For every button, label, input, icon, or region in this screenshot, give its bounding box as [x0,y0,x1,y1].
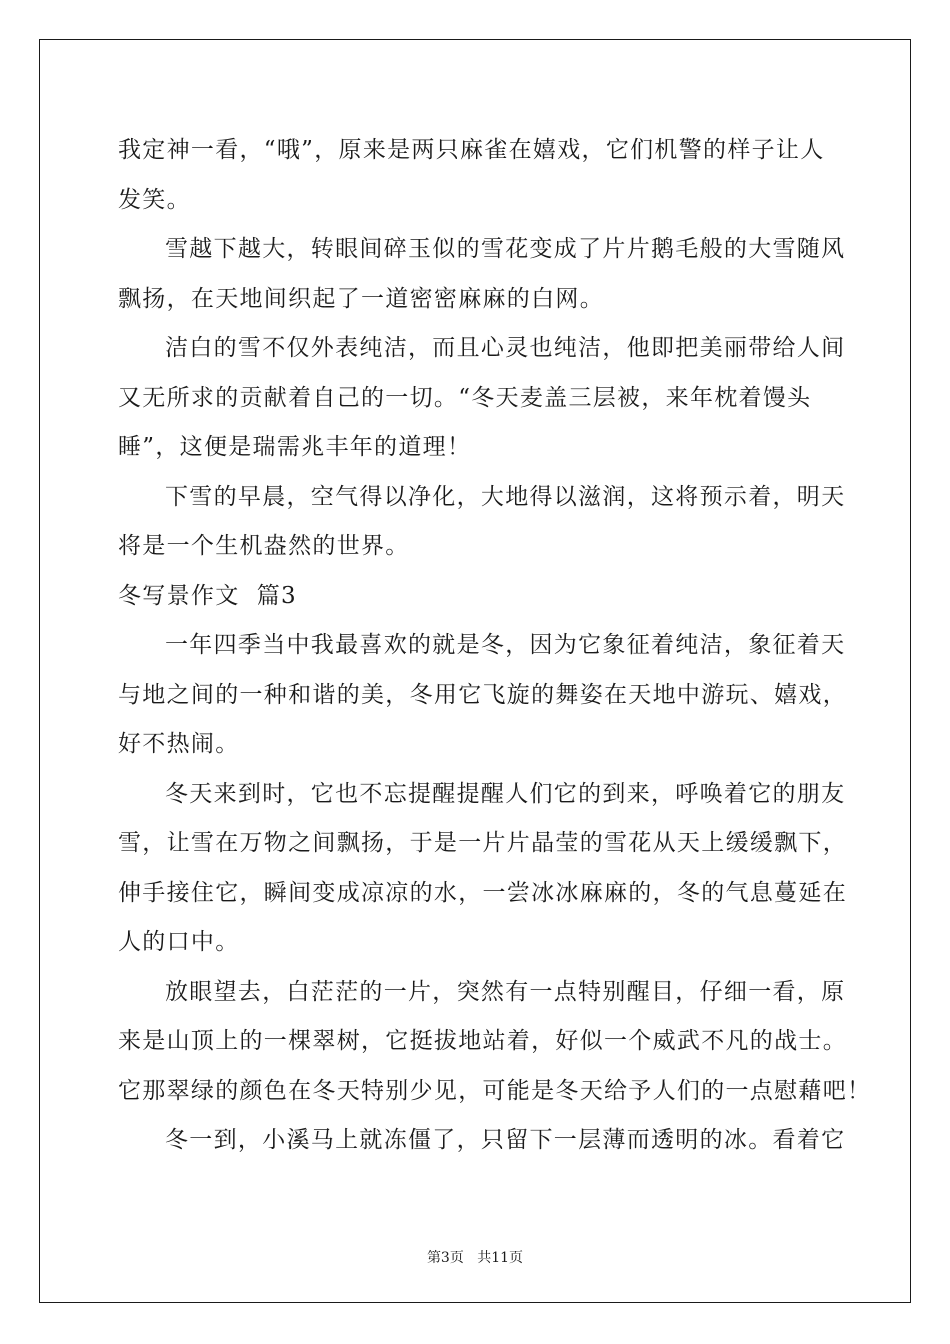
text-line: 放眼望去，白茫茫的一片，突然有一点特别醒目，仔细一看，原 [165,978,846,1005]
text-line: 冬一到，小溪马上就冻僵了，只留下一层薄而透明的冰。看着它 [165,1127,846,1153]
text-line: 下雪的早晨，空气得以净化，大地得以滋润，这将预示着，明天 [165,483,846,510]
text-line: 又无所求的贡献着自己的一切。“冬天麦盖三层被，来年枕着馒头 [118,384,812,411]
page-footer [0,1247,950,1267]
text-line: 飘扬，在天地间织起了一道密密麻麻的白网。 [118,285,604,312]
text-line: 人的口中。 [118,929,240,955]
text-line: 它那翠绿的颜色在冬天特别少见，可能是冬天给予人们的一点慰藉吧！ [118,1077,872,1104]
text-line: 我定神一看，“哦”，原来是两只麻雀在嬉戏，它们机警的样子让人 [118,137,825,163]
text-line: 来是山顶上的一棵翠树，它挺拔地站着，好似一个威武不凡的战士。 [118,1028,847,1054]
text-line: 伸手接住它，瞬间变成凉凉的水，一尝冰冰麻麻的，冬的气息蔓延在 [118,879,847,906]
text-line: 睡”，这便是瑞需兆丰年的道理！ [118,434,472,460]
text-line: 与地之间的一种和谐的美，冬用它飞旋的舞姿在天地中游玩、嬉戏， [118,681,847,708]
text-line: 雪，让雪在万物之间飘扬，于是一片片晶莹的雪花从天上缓缓飘下， [118,830,847,856]
text-line: 一年四季当中我最喜欢的就是冬，因为它象征着纯洁，象征着天 [165,632,846,658]
text-line: 雪越下越大，转眼间碎玉似的雪花变成了片片鹅毛般的大雪随风 [165,236,846,262]
text-line: 好不热闹。 [118,731,240,757]
section-heading: 冬写景作文 篇3 [118,582,297,609]
text-line: 发笑。 [118,186,191,213]
page-number: 第3页 [426,1250,464,1266]
text-line: 冬天来到时，它也不忘提醒提醒人们它的到来，呼唤着它的朋友 [165,780,846,807]
text-line: 洁白的雪不仅外表纯洁，而且心灵也纯洁，他即把美丽带给人间 [165,335,846,361]
total-pages: 共11页 [477,1250,524,1266]
text-line: 将是一个生机盎然的世界。 [118,533,410,559]
document-body [118,126,872,1166]
